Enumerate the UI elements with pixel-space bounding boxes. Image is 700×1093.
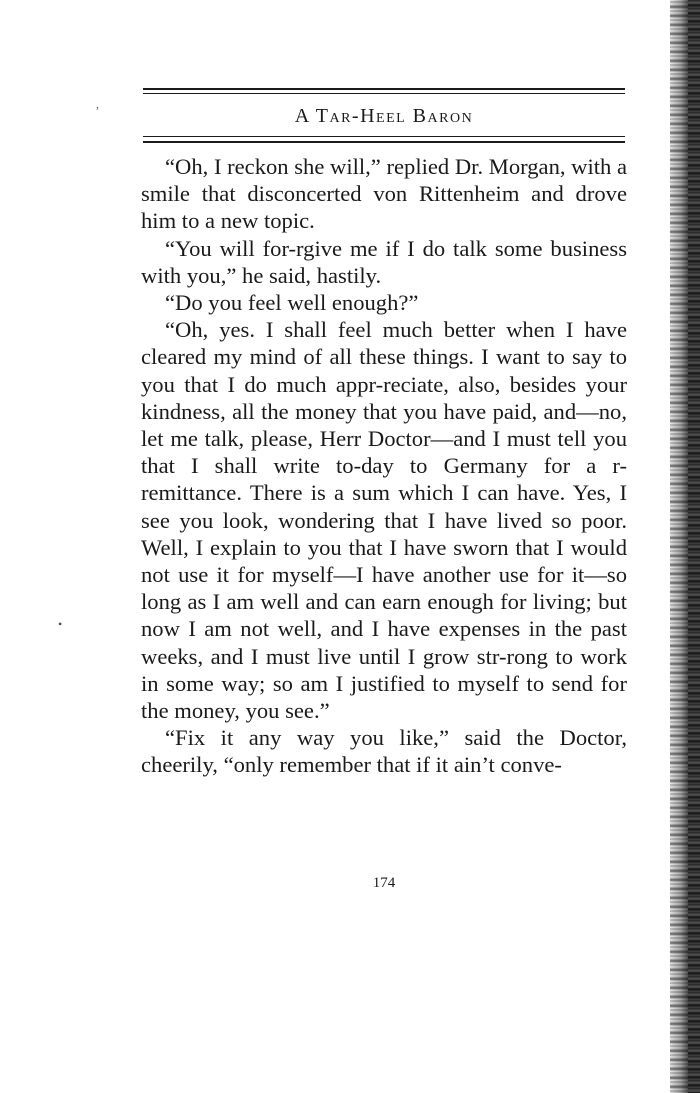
header-rule-top-thick xyxy=(143,88,625,90)
paragraph: “You will for-rgive me if I do talk some business with you,” he said, hastily. xyxy=(141,235,627,288)
header-rule-bottom-thin xyxy=(143,136,625,137)
paragraph: “Do you feel well enough?” xyxy=(165,290,419,316)
paragraph: “Fix it any way you like,” said the Doctor, cheerily, “only remember that if it ain’t conve- xyxy=(141,725,627,778)
header-rule-top-thin xyxy=(143,93,625,94)
paragraph: “Oh, yes. I shall feel much better when I have cleared my mind of all these things. I want to say to you that I do much appr-reciate, also, besides your kindness, all the money that you have paid, and—no, let me talk, please, Herr Doctor—and I must tell you that I shall write to-day to Germany for a r-remittance. There is a sum which I can have. Yes, I see you look, wondering that I have lived so poor. Well, I explain to you that I have sworn that I would not use it for myself—I have another use for it—so long as I am well and can earn enough for living; but now I am not well, and I have expenses in the past weeks, and I must live until I grow str-rong to work in some way; so am I justified to myself to send for the money, you see.” xyxy=(141,317,627,724)
paper-speck: , xyxy=(96,97,99,111)
running-title: A Tar-Heel Baron xyxy=(294,105,474,127)
header-rule-bottom-thick xyxy=(143,141,625,143)
body-text xyxy=(141,153,627,779)
page-number: 174 xyxy=(372,875,396,891)
running-header xyxy=(143,88,625,144)
paragraph: “Oh, I reckon she will,” replied Dr. Morgan, with a smile that disconcerted von Rittenheim and drove him to a new topic. xyxy=(141,154,628,234)
binding-edge xyxy=(670,0,700,1093)
paper-speck: • xyxy=(58,617,63,631)
